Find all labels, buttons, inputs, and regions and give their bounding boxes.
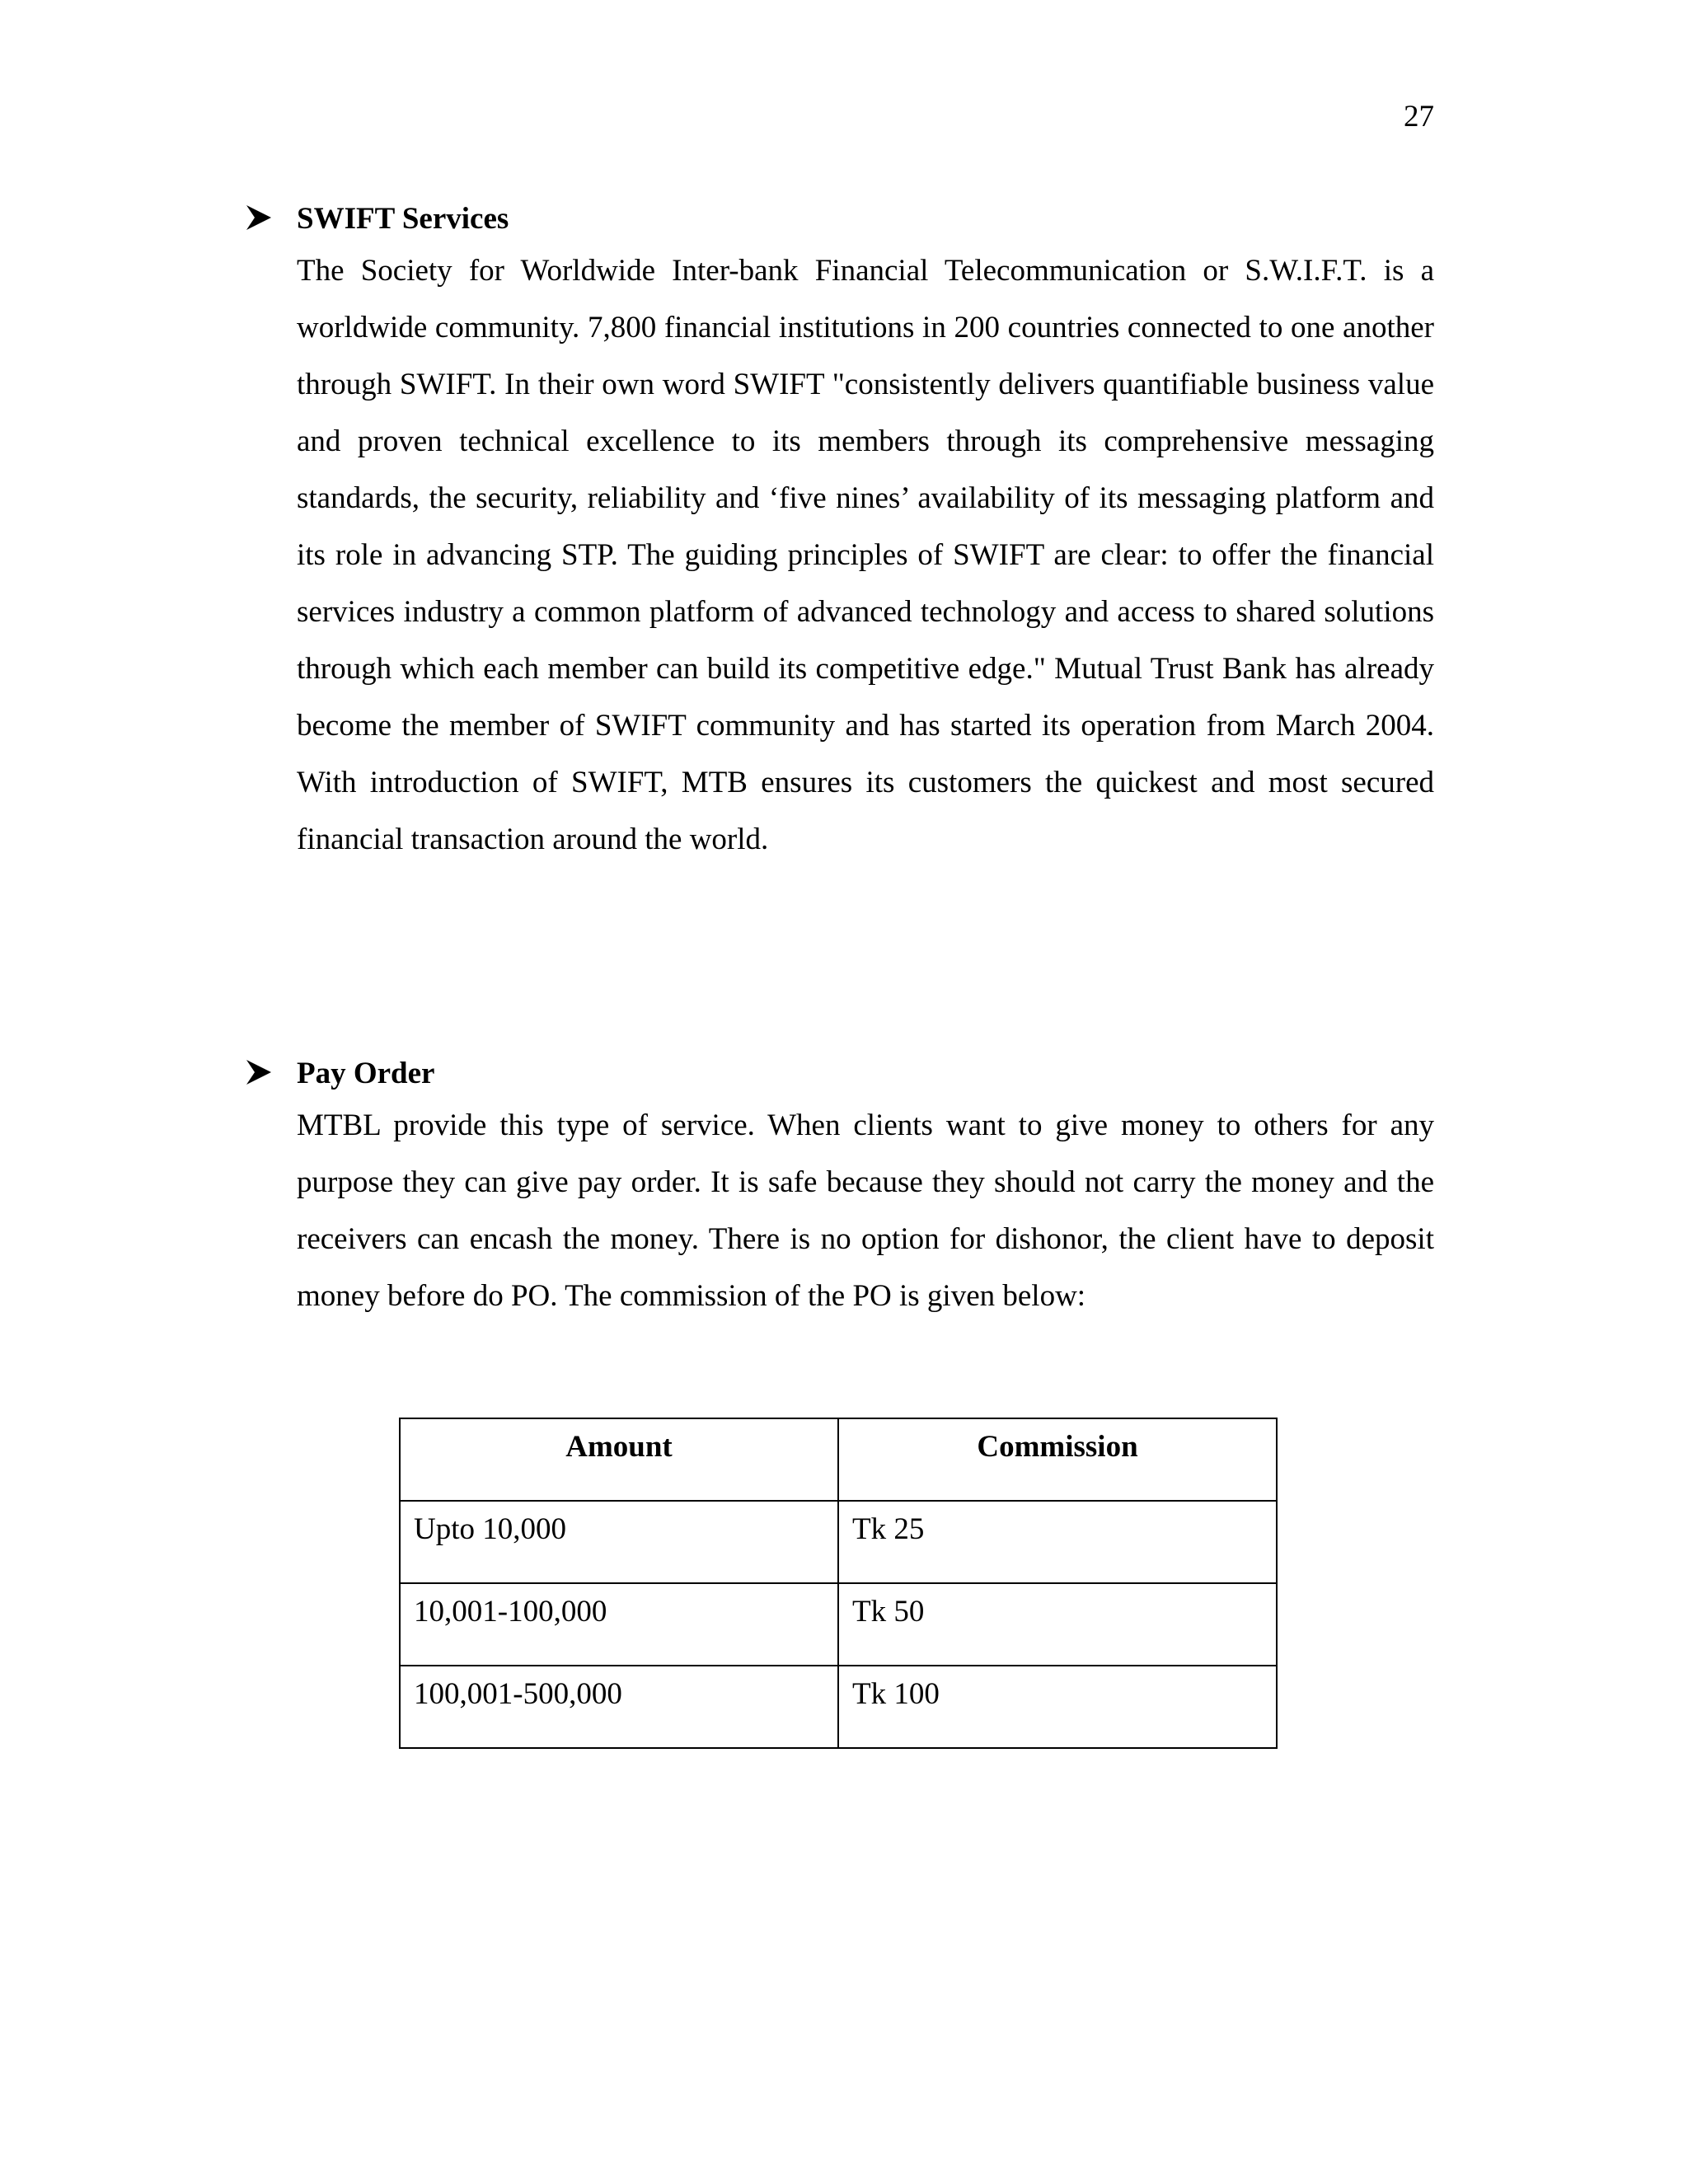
section-swift-services bbox=[244, 196, 1434, 868]
table-header-amount: Amount bbox=[400, 1418, 838, 1501]
arrow-bullet-icon bbox=[244, 203, 274, 232]
table-row bbox=[400, 1666, 1277, 1748]
table-cell-commission: Tk 50 bbox=[838, 1583, 1277, 1666]
table-row bbox=[400, 1501, 1277, 1583]
table-header-row bbox=[400, 1418, 1277, 1501]
table-cell-amount: 10,001-100,000 bbox=[400, 1583, 838, 1666]
section-heading: Pay Order bbox=[297, 1057, 435, 1090]
section-heading-row bbox=[244, 196, 1434, 242]
table-cell-amount: 100,001-500,000 bbox=[400, 1666, 838, 1748]
table-cell-amount: Upto 10,000 bbox=[400, 1501, 838, 1583]
table-header-commission: Commission bbox=[838, 1418, 1277, 1501]
section-paragraph: MTBL provide this type of service. When clients want to give money to others for any purpose they can give pay order. It is safe because they should not carry the money and the receivers can encash the money. There is no option for dishonor, the client have to deposit money before do PO. The commission of the PO is given below: bbox=[297, 1108, 1434, 1313]
section-heading-row bbox=[244, 1051, 1434, 1097]
table-cell-commission: Tk 100 bbox=[838, 1666, 1277, 1748]
section-pay-order bbox=[244, 1051, 1434, 1324]
arrow-bullet-icon bbox=[244, 1057, 274, 1087]
section-heading: SWIFT Services bbox=[297, 202, 509, 236]
page-number: 27 bbox=[1404, 100, 1434, 134]
commission-table bbox=[399, 1418, 1278, 1749]
table-cell-commission: Tk 25 bbox=[838, 1501, 1277, 1583]
table-row bbox=[400, 1583, 1277, 1666]
section-paragraph: The Society for Worldwide Inter-bank Financial Telecommunication or S.W.I.F.T. is a worldwide community. 7,800 financial institutions in 200 countries connected to one another through SWIFT. In their own word SWIFT "consistently delivers quantifiable business value and proven technical excellence to its members through its comprehensive messaging standards, the security, reliability and ‘five nines’ availability of its messaging platform and its role in advancing STP. The guiding principles of SWIFT are clear: to offer the financial services industry a common platform of advanced technology and access to shared solutions through which each member can build its competitive edge." Mutual Trust Bank has already become the member of SWIFT community and has started its operation from March 2004. With introduction of SWIFT, MTB ensures its customers the quickest and most secured financial transaction around the world. bbox=[297, 254, 1434, 856]
